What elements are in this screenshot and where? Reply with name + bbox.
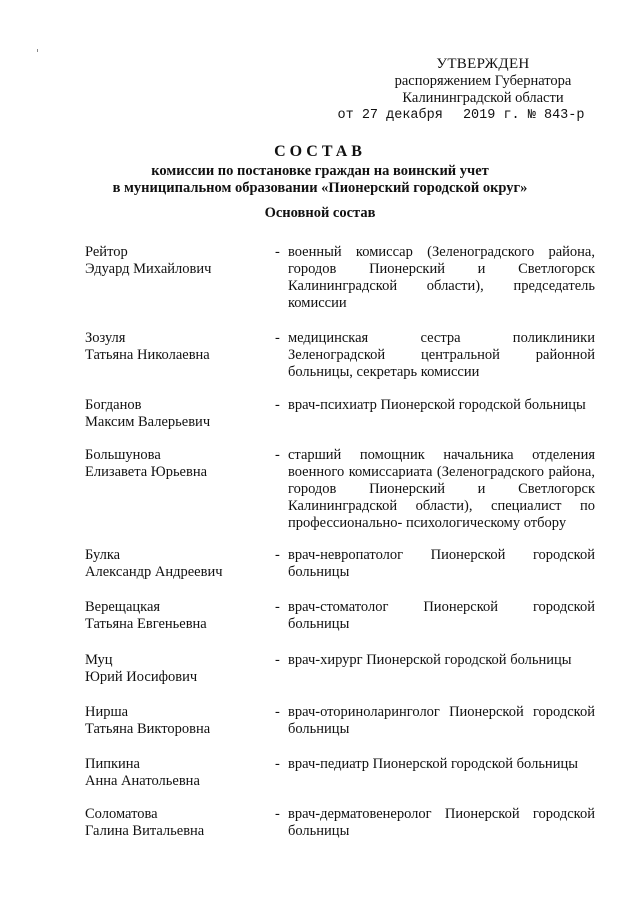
dash-separator: -: [275, 704, 280, 720]
member-name: [85, 330, 275, 364]
member-given-names: Татьяна Викторовна: [85, 721, 211, 737]
member-given-names: Максим Валерьевич: [85, 414, 211, 430]
member-role: военный комиссар (Зеленоградского района, городов Пионерский и Светлогорск Калининградской области), председатель комиссии: [288, 244, 595, 311]
member-surname: Рейтор: [85, 244, 128, 260]
member-role: врач-стоматолог Пионерской городской больницы: [288, 599, 595, 632]
dash-separator: -: [275, 599, 280, 615]
member-surname: Зозуля: [85, 330, 126, 346]
member-surname: Булка: [85, 547, 121, 563]
member-surname: Соломатова: [85, 806, 158, 822]
document-subtitle-line-2: в муниципальном образовании «Пионерский городской округ»: [112, 180, 528, 196]
member-role: врач-невропатолог Пионерской городской больницы: [288, 547, 595, 580]
section-title: Основной состав: [264, 205, 376, 221]
document-title: СОСТАВ: [274, 143, 366, 160]
member-name: [85, 756, 275, 790]
approval-date-prefix: от: [337, 108, 354, 123]
member-given-names: Юрий Иосифович: [85, 669, 198, 685]
dash-separator: -: [275, 397, 280, 413]
approval-date-year: 2019 г. №: [462, 108, 536, 123]
dash-separator: -: [275, 652, 280, 668]
dash-separator: -: [275, 447, 280, 463]
member-given-names: Татьяна Николаевна: [85, 347, 210, 363]
member-surname: Пипкина: [85, 756, 140, 772]
member-role: старший помощник начальника отделения военного комиссариата (Зеленоградского района, городов Пионерский и Светлогорск Калининградской области), специалист по профессионально- психологическому отбору: [288, 447, 595, 531]
dash-separator: -: [275, 756, 280, 772]
dash-separator: -: [275, 330, 280, 346]
member-surname: Муц: [85, 652, 113, 668]
member-given-names: Елизавета Юрьевна: [85, 464, 208, 480]
approval-date-number: 843-р: [543, 108, 585, 123]
member-role: врач-педиатр Пионерской городской больницы: [288, 756, 578, 772]
approval-date-day-month: 27 декабря: [361, 108, 443, 123]
dash-separator: -: [275, 244, 280, 260]
approval-date: [334, 107, 588, 124]
member-surname: Богданов: [85, 397, 142, 413]
member-given-names: Анна Анатольевна: [85, 773, 200, 789]
member-surname: Большунова: [85, 447, 161, 463]
document-heading: [0, 143, 640, 197]
member-name: [85, 447, 275, 481]
approval-stamp: [337, 56, 588, 124]
dash-separator: -: [275, 806, 280, 822]
member-role: медицинская сестра поликлиники Зеленоградской центральной районной больницы, секретарь комиссии: [288, 330, 595, 380]
member-name: [85, 806, 275, 840]
member-role: врач-психиатр Пионерской городской больницы: [288, 397, 586, 413]
dash-separator: -: [275, 547, 280, 563]
member-name: [85, 704, 275, 738]
approval-title: УТВЕРЖДЕН: [436, 56, 530, 72]
member-surname: Верещацкая: [85, 599, 161, 615]
approval-line-1: распоряжением Губернатора: [394, 73, 572, 89]
member-given-names: Галина Витальевна: [85, 823, 205, 839]
margin-mark: [37, 49, 38, 52]
member-name: [85, 652, 275, 686]
member-name: [85, 547, 275, 581]
member-name: [85, 397, 275, 431]
member-name: [85, 599, 275, 633]
member-role: врач-дерматовенеролог Пионерской городской больницы: [288, 806, 595, 839]
member-role: врач-оториноларинголог Пионерской городской больницы: [288, 704, 595, 737]
member-given-names: Александр Андреевич: [85, 564, 223, 580]
member-given-names: Татьяна Евгеньевна: [85, 616, 207, 632]
member-surname: Нирша: [85, 704, 129, 720]
approval-line-2: Калининградской области: [402, 90, 564, 106]
member-given-names: Эдуард Михайлович: [85, 261, 212, 277]
document-subtitle-line-1: комиссии по постановке граждан на воинский учет: [151, 163, 489, 179]
member-name: [85, 244, 275, 278]
member-role: врач-хирург Пионерской городской больницы: [288, 652, 572, 668]
